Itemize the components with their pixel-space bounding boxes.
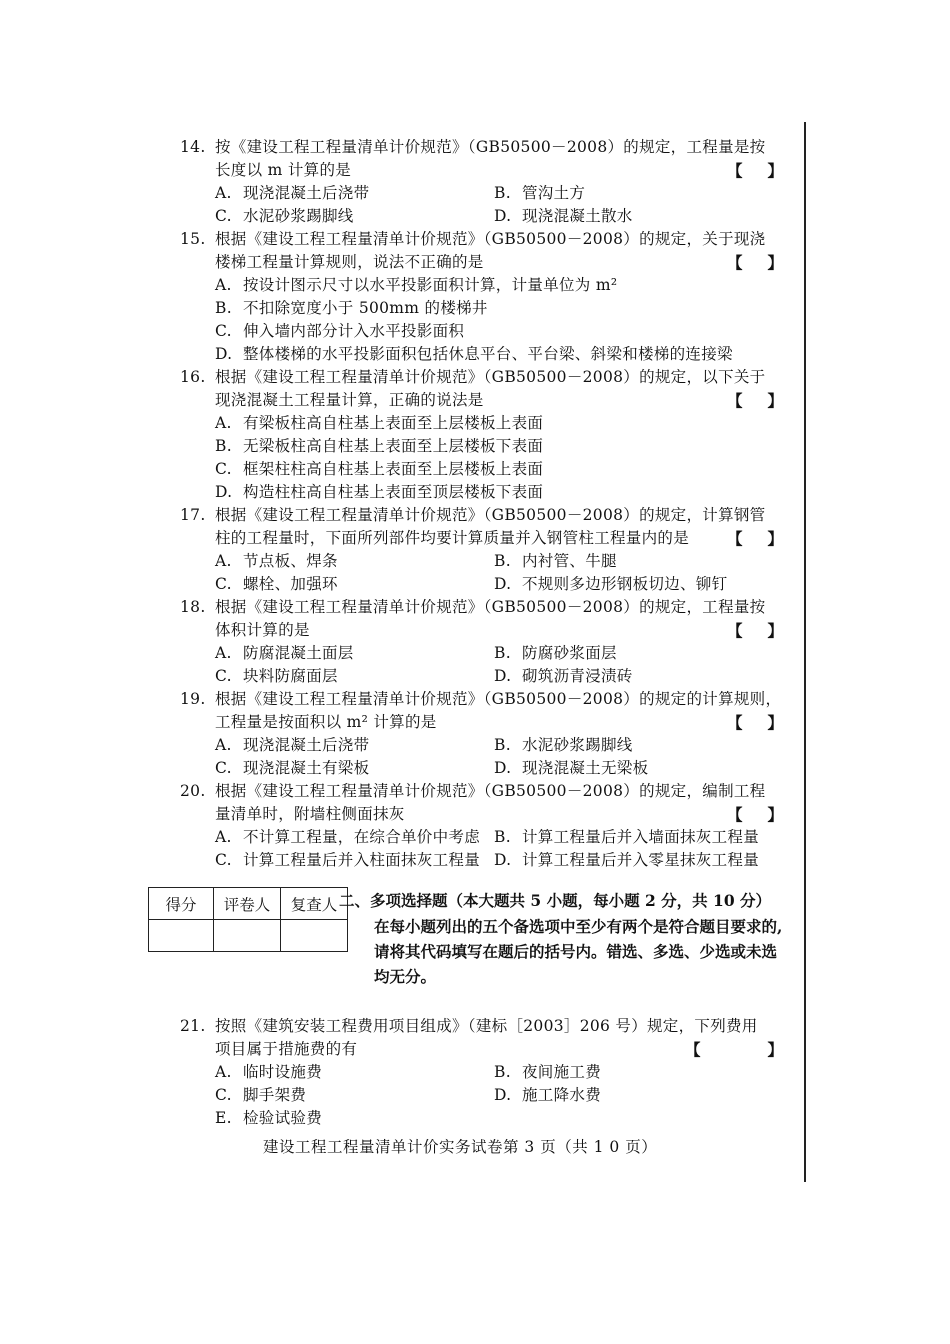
option-c: C. 伸入墙内部分计入水平投影面积 xyxy=(215,322,465,340)
question-text-line: 根据《建设工程工程量清单计价规范》（GB50500－2008）的规定，工程量按 xyxy=(215,598,766,616)
option-b: B. 水泥砂浆踢脚线 xyxy=(494,736,633,754)
question-text-line: 根据《建设工程工程量清单计价规范》（GB50500－2008）的规定，以下关于 xyxy=(215,368,766,386)
answer-bracket: 【 】 xyxy=(727,161,783,180)
option-b: B. 不扣除宽度小于 500mm 的楼梯井 xyxy=(215,299,488,317)
option-d: D. 现浇混凝土散水 xyxy=(494,207,633,225)
question-text-line: 量清单时，附墙柱侧面抹灰 xyxy=(215,805,405,823)
question-number: 20. xyxy=(180,782,206,800)
question-text-line: 根据《建设工程工程量清单计价规范》（GB50500－2008）的规定，关于现浇 xyxy=(215,230,766,248)
question-text-line: 项目属于措施费的有 xyxy=(215,1040,358,1058)
option-a: A. 现浇混凝土后浇带 xyxy=(215,736,370,754)
question-text-line: 现浇混凝土工程量计算，正确的说法是 xyxy=(215,391,484,409)
option-b: B. 防腐砂浆面层 xyxy=(494,644,617,662)
reviewer-header: 复查人 xyxy=(281,888,348,920)
answer-bracket: 【 】 xyxy=(727,621,783,640)
option-b: B. 计算工程量后并入墙面抹灰工程量 xyxy=(494,828,760,846)
question-number: 18. xyxy=(180,598,206,616)
question-number: 21. xyxy=(180,1017,206,1035)
option-d: D. 现浇混凝土无梁板 xyxy=(494,759,649,777)
score-cell[interactable] xyxy=(149,920,214,952)
question-number: 16. xyxy=(180,368,206,386)
reviewer-cell[interactable] xyxy=(281,920,348,952)
option-e: E. 检验试验费 xyxy=(215,1109,323,1127)
grader-header: 评卷人 xyxy=(214,888,281,920)
option-a: A. 防腐混凝土面层 xyxy=(215,644,354,662)
answer-bracket: 【 】 xyxy=(727,391,783,410)
option-d: D. 不规则多边形钢板切边、铆钉 xyxy=(494,575,728,593)
question-text-line: 楼梯工程量计算规则，说法不正确的是 xyxy=(215,253,484,271)
question-number: 14. xyxy=(180,138,206,156)
option-a: A. 不计算工程量，在综合单价中考虑 xyxy=(215,828,481,846)
question-text-line: 根据《建设工程工程量清单计价规范》（GB50500－2008）的规定的计算规则， xyxy=(215,690,782,708)
grader-cell[interactable] xyxy=(214,920,281,952)
option-c: C. 计算工程量后并入柱面抹灰工程量 xyxy=(215,851,481,869)
score-header: 得分 xyxy=(149,888,214,920)
question-number: 15. xyxy=(180,230,206,248)
question-text-line: 体积计算的是 xyxy=(215,621,310,639)
option-b: B. 内衬管、牛腿 xyxy=(494,552,617,570)
option-a: A. 按设计图示尺寸以水平投影面积计算，计量单位为 m² xyxy=(215,276,618,294)
option-b: B. 夜间施工费 xyxy=(494,1063,602,1081)
margin-rule xyxy=(804,122,806,1182)
answer-bracket: 【 】 xyxy=(727,529,783,548)
option-c: C. 块料防腐面层 xyxy=(215,667,338,685)
question-text-line: 根据《建设工程工程量清单计价规范》（GB50500－2008）的规定，计算钢管 xyxy=(215,506,766,524)
answer-bracket: 【 】 xyxy=(727,805,783,824)
option-a: A. 有梁板柱高自柱基上表面至上层楼板上表面 xyxy=(215,414,544,432)
option-c: C. 现浇混凝土有梁板 xyxy=(215,759,370,777)
question-text-line: 按照《建筑安装工程费用项目组成》（建标［2003］206 号）规定，下列费用 xyxy=(215,1017,758,1035)
question-text-line: 柱的工程量时，下面所列部件均要计算质量并入钢管柱工程量内的是 xyxy=(215,529,690,547)
section-instructions: 在每小题列出的五个备选项中至少有两个是符合题目要求的,请将其代码填写在题后的括号内。错选、多选、少选或未选均无分。 xyxy=(374,917,783,986)
option-a: A. 现浇混凝土后浇带 xyxy=(215,184,370,202)
answer-bracket: 【 】 xyxy=(685,1040,783,1059)
option-d: D. 砌筑沥青浸渍砖 xyxy=(494,667,633,685)
option-d: D. 计算工程量后并入零星抹灰工程量 xyxy=(494,851,760,869)
option-b: B. 管沟土方 xyxy=(494,184,586,202)
question-number: 19. xyxy=(180,690,206,708)
option-d: D. 整体楼梯的水平投影面积包括休息平台、平台梁、斜梁和楼梯的连接梁 xyxy=(215,345,733,363)
answer-bracket: 【 】 xyxy=(727,713,783,732)
question-text-line: 根据《建设工程工程量清单计价规范》（GB50500－2008）的规定，编制工程 xyxy=(215,782,766,800)
option-d: D. 施工降水费 xyxy=(494,1086,602,1104)
option-c: C. 水泥砂浆踢脚线 xyxy=(215,207,354,225)
score-table xyxy=(148,887,348,952)
question-text-line: 长度以 m 计算的是 xyxy=(215,161,352,179)
option-a: A. 节点板、焊条 xyxy=(215,552,338,570)
question-number: 17. xyxy=(180,506,206,524)
option-b: B. 无梁板柱高自柱基上表面至上层楼板下表面 xyxy=(215,437,544,455)
option-c: C. 脚手架费 xyxy=(215,1086,307,1104)
option-d: D. 构造柱柱高自柱基上表面至顶层楼板下表面 xyxy=(215,483,544,501)
option-a: A. 临时设施费 xyxy=(215,1063,323,1081)
option-c: C. 框架柱柱高自柱基上表面至上层楼板上表面 xyxy=(215,460,544,478)
option-c: C. 螺栓、加强环 xyxy=(215,575,338,593)
question-text-line: 工程量是按面积以 m² 计算的是 xyxy=(215,713,437,731)
question-text-line: 按《建设工程工程量清单计价规范》（GB50500－2008）的规定，工程量是按 xyxy=(215,138,766,156)
answer-bracket: 【 】 xyxy=(727,253,783,272)
section-title: 二、多项选择题（本大题共 5 小题，每小题 2 分，共 10 分） xyxy=(339,891,772,910)
page-footer: 建设工程工程量清单计价实务试卷第 3 页（共 1 0 页） xyxy=(263,1138,658,1156)
